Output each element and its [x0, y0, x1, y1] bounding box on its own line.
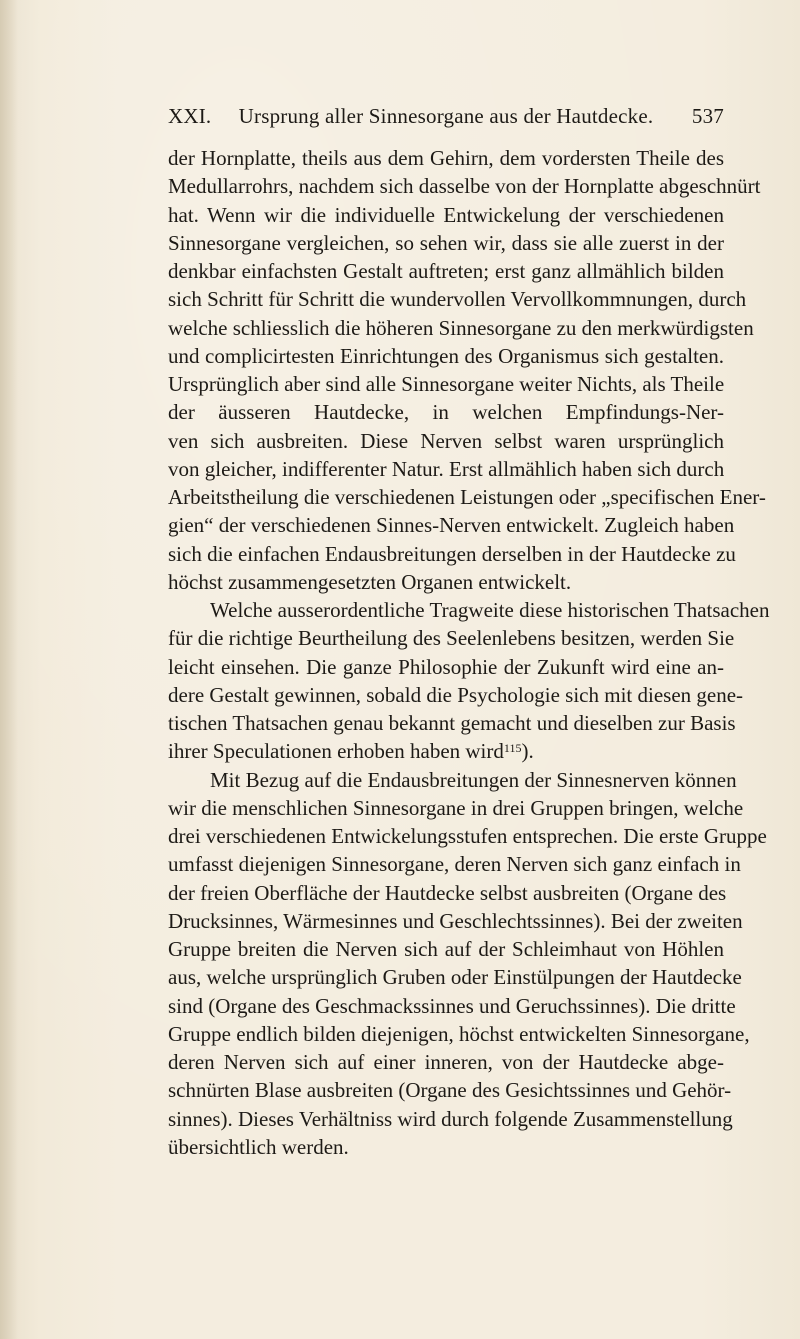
text-line	[168, 963, 742, 991]
line-text: wir die menschlichen Sinnesorgane in drei Gruppen bringen, welche	[168, 795, 744, 820]
line-text: drei verschiedenen Entwickelungsstufen entsprechen. Die erste Gruppe	[168, 824, 767, 848]
text-line	[168, 455, 724, 483]
line-text: für die richtige Beurtheilung des Seelenlebens besitzen, werden Sie	[168, 626, 735, 651]
text-line	[168, 257, 724, 285]
text-line	[168, 1048, 724, 1076]
line-text: welche schliesslich die höheren Sinnesorgane zu den merkwürdigsten	[168, 315, 754, 340]
text-line	[168, 822, 767, 850]
text-line	[168, 229, 724, 257]
text-line	[168, 766, 737, 794]
text-line	[168, 681, 744, 709]
text-line	[168, 398, 724, 426]
line-text: Sinnesorgane vergleichen, so sehen wir, dass sie alle zuerst in der	[168, 230, 724, 255]
text-line	[168, 907, 743, 935]
text-line	[168, 1020, 750, 1048]
line-text: sind (Organe des Geschmackssinnes und Geruchssinnes). Die dritte	[168, 993, 736, 1018]
text-line	[168, 483, 766, 511]
line-text: schnürten Blase ausbreiten (Organe des Gesichtssinnes und Gehör-	[168, 1078, 732, 1103]
page-number: 537	[691, 104, 724, 128]
line-text: aus, welche ursprünglich Gruben oder Einstülpungen der Hautdecke	[168, 965, 742, 990]
text-line	[168, 1105, 733, 1133]
text-line	[168, 935, 724, 963]
line-text: tischen Thatsachen genau bekannt gemacht und dieselben zur Basis	[168, 711, 736, 735]
text-line	[168, 172, 761, 200]
text-line	[168, 201, 724, 229]
running-head	[168, 104, 724, 134]
line-text: und complicirtesten Einrichtungen des Organismus sich gestalten.	[168, 343, 724, 368]
text-line	[168, 992, 736, 1020]
line-text: ihrer Speculationen erhoben haben wird	[168, 739, 504, 764]
text-line	[168, 850, 741, 878]
chapter-title: Ursprung aller Sinnesorgane aus der Hautdecke.	[238, 104, 654, 128]
line-text: Arbeitstheilung die verschiedenen Leistungen oder „specifischen Ener-	[168, 485, 766, 509]
line-text: dere Gestalt gewinnen, sobald die Psychologie sich mit diesen gene-	[168, 682, 744, 707]
text-line	[168, 596, 770, 624]
line-text: Drucksinnes, Wärmesinnes und Geschlechtssinnes). Bei der zweiten	[168, 908, 743, 933]
text-line	[168, 653, 724, 681]
text-line	[168, 1076, 732, 1104]
text-line	[168, 737, 724, 765]
text-line	[168, 568, 724, 596]
line-text: übersichtlich werden.	[168, 1134, 349, 1159]
line-text: der Hornplatte, theils aus dem Gehirn, dem vordersten Theile des	[168, 146, 724, 170]
line-text: von gleicher, indifferenter Natur. Erst allmählich haben sich durch	[168, 456, 725, 481]
line-text: ven sich ausbreiten. Diese Nerven selbst waren ursprünglich	[168, 428, 724, 453]
page-gutter-shadow	[0, 0, 18, 1339]
text-line	[168, 709, 736, 737]
line-text: leicht einsehen. Die ganze Philosophie der Zukunft wird eine an-	[168, 654, 724, 679]
line-text: Welche ausserordentliche Tragweite diese historischen Thatsachen	[210, 598, 770, 622]
text-line	[168, 285, 747, 313]
text-line	[168, 427, 724, 455]
line-text: Medullarrohrs, nachdem sich dasselbe von der Hornplatte abgeschnürt	[168, 174, 761, 199]
line-text: Ursprünglich aber sind alle Sinnesorgane weiter Nichts, als Theile	[168, 372, 725, 396]
line-text: Mit Bezug auf die Endausbreitungen der Sinnesnerven können	[210, 767, 737, 792]
text-line	[168, 879, 727, 907]
line-text: der äusseren Hautdecke, in welchen Empfindungs-Ner-	[168, 400, 724, 425]
text-line	[168, 624, 735, 652]
line-text: sich Schritt für Schritt die wundervollen Vervollkommnungen, durch	[168, 287, 747, 312]
text-line	[168, 370, 724, 398]
line-text: umfasst diejenigen Sinnesorgane, deren Nerven sich ganz einfach in	[168, 852, 741, 877]
text-line	[168, 511, 735, 539]
chapter-number: XXI.	[168, 104, 212, 128]
line-text: hat. Wenn wir die individuelle Entwickelung der verschiedenen	[168, 202, 724, 227]
footnote-ref: 115	[503, 741, 522, 756]
text-line	[168, 144, 724, 172]
line-text: sich die einfachen Endausbreitungen derselben in der Hautdecke zu	[168, 541, 736, 566]
line-text: sinnes). Dieses Verhältniss wird durch folgende Zusammenstellung	[168, 1106, 733, 1131]
line-text: gien“ der verschiedenen Sinnes-Nerven entwickelt. Zugleich haben	[168, 513, 735, 538]
line-text: denkbar einfachsten Gestalt auftreten; erst ganz allmählich bilden	[168, 259, 724, 283]
body-text	[168, 144, 770, 1161]
line-text: der freien Oberfläche der Hautdecke selbst ausbreiten (Organe des	[168, 880, 727, 905]
text-line	[168, 540, 736, 568]
text-line	[168, 314, 754, 342]
line-text: deren Nerven sich auf einer inneren, von der Hautdecke abge-	[168, 1050, 724, 1074]
line-text: Gruppe endlich bilden diejenigen, höchst entwickelten Sinnesorgane,	[168, 1021, 750, 1046]
line-text: Gruppe breiten die Nerven sich auf der Schleimhaut von Höhlen	[168, 937, 724, 961]
text-line	[168, 1133, 724, 1161]
line-text-after: ).	[521, 739, 534, 764]
line-text: höchst zusammengesetzten Organen entwickelt.	[168, 569, 572, 594]
text-line	[168, 342, 724, 370]
text-line	[168, 794, 744, 822]
